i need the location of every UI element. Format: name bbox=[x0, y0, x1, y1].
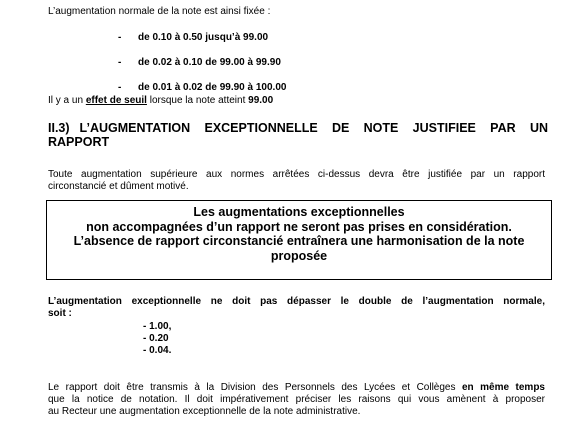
paragraph-line: circonstancié et dûment motivé. bbox=[48, 181, 189, 192]
intro-text: L’augmentation normale de la note est ainsi fixée : bbox=[48, 6, 271, 17]
threshold-term: effet de seuil bbox=[85, 95, 147, 106]
closing-line1-bold: en même temps bbox=[461, 382, 545, 393]
list-item bbox=[118, 32, 268, 44]
closing-paragraph bbox=[48, 382, 545, 418]
list-bullet: - bbox=[118, 32, 122, 43]
notice-box bbox=[46, 200, 552, 280]
list-item bbox=[118, 57, 281, 69]
threshold-value: 99.00 bbox=[248, 95, 274, 106]
limit-value: - 0.04. bbox=[143, 345, 172, 356]
list-item-text: de 0.01 à 0.02 de 99.90 à 100.00 bbox=[138, 82, 287, 93]
list-bullet: - bbox=[118, 82, 122, 93]
notice-line: non accompagnées d’un rapport ne seront pas prises en considération. bbox=[86, 219, 512, 234]
section-title-line2: RAPPORT bbox=[48, 135, 110, 149]
paragraph-justification bbox=[48, 169, 545, 193]
limit-paragraph bbox=[48, 296, 545, 320]
list-item bbox=[118, 82, 286, 94]
section-number: II.3) bbox=[48, 121, 70, 135]
threshold-before: Il y a un bbox=[48, 95, 86, 106]
closing-line bbox=[48, 382, 545, 394]
limit-line: soit : bbox=[48, 308, 72, 319]
notice-line: L’absence de rapport circonstancié entraînera une harmonisation de la note bbox=[73, 234, 525, 248]
threshold-middle: lorsque la note atteint bbox=[146, 95, 249, 106]
list-item-text: de 0.02 à 0.10 de 99.00 à 99.90 bbox=[138, 57, 281, 68]
notice-line: Les augmentations exceptionnelles bbox=[193, 205, 405, 219]
section-heading bbox=[48, 121, 548, 149]
closing-line: au Recteur une augmentation exceptionnelle de la note administrative. bbox=[48, 406, 361, 417]
limit-line: L’augmentation exceptionnelle ne doit pas dépasser le double de l’augmentation normale, bbox=[48, 296, 545, 307]
closing-line1-text: Le rapport doit être transmis à la Division des Personnels des Lycées et Collèges bbox=[48, 382, 462, 393]
limit-value: - 1.00, bbox=[143, 321, 172, 332]
list-item-text: de 0.10 à 0.50 jusqu’à 99.00 bbox=[138, 32, 269, 43]
threshold-text bbox=[48, 95, 273, 107]
closing-line: que la notice de notation. Il doit impérativement préciser les raisons qui vous amènent à proposer bbox=[48, 394, 545, 405]
section-title-line1: L’AUGMENTATION EXCEPTIONNELLE DE NOTE JUSTIFIEE PAR UN bbox=[79, 121, 548, 135]
notice-line: proposée bbox=[270, 248, 328, 263]
limit-value: - 0.20 bbox=[143, 333, 169, 344]
list-bullet: - bbox=[118, 57, 122, 68]
limit-values bbox=[143, 321, 171, 357]
paragraph-line: Toute augmentation supérieure aux normes arrêtées ci-dessus devra être justifiée par un rapport bbox=[48, 169, 545, 180]
